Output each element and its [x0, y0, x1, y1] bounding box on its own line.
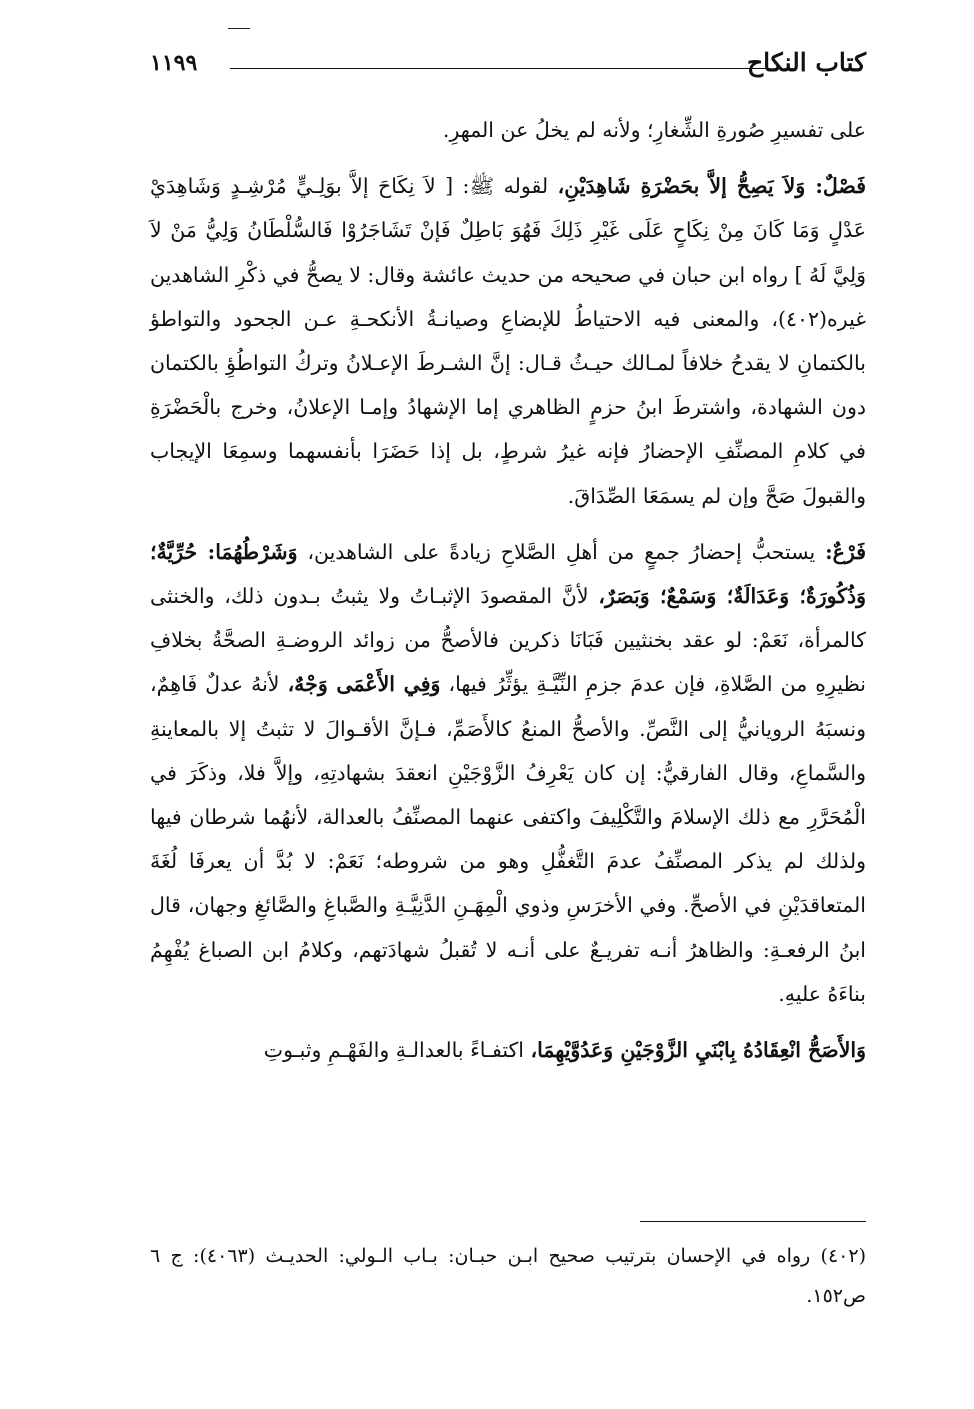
footnote-text: (٤٠٢) رواه في الإحسان بترتيب صحيح ابـن حبـان: بـاب الـولي: الحديـث (٤٠٦٣): ج ٦ ص١٥٢. [150, 1245, 866, 1307]
page-header [150, 46, 866, 80]
page [150, 0, 866, 1409]
paragraph [150, 108, 866, 152]
commentary-text: لأنهُ عدلٌ فَاهِمٌ، ونسبَهُ الرويانيُّ إلى النَّصِّ. والأصحُّ المنعُ كالأَصَمِّ، فـإنَّ الأقـوالَ لا تثبتُ إلا بالمعاينةِ والسَّماعِ، وقال الفارقيُّ: إن كان يَعْرِفُ الزَّوْجَيْنِ انعقدَ بشهادتِهِ، وإلاَّ فلا، وذكَرَ في الْمُحَرَّرِ مع ذلك الإسلامَ والتَّكْلِيفَ واكتفى عنهما المصنِّفُ بالعدالة، لأنهُما شرطان فيها ولذلك لم يذكر المصنِّفُ عدمَ التَّغفُّلِ وهو من شروطه؛ نَعَمْ: لا بُدَّ أن يعرفَا لُغَةَ المتعاقدَيْنِ في الأصحِّ. وفي الأخرَسِ وذوي الْمِهَـنِ الدَّنِيَّـةِ والصَّباغِ والصَّائغِ وجهان، قال ابنُ الرفعـةِ: والظاهرُ أنـه تفريـعٌ على أنـه لا تُقبلُ شهادَتهم، وكلامُ ابن الصباغ يُفْهِمُ بناءَهُ عليهِ. [150, 672, 866, 1006]
commentary-text: اكتفـاءً بالعدالـةِ والفَهْـمِ وثبـوتِ [263, 1038, 531, 1063]
footnote-rule [640, 1221, 866, 1222]
body-text [150, 108, 866, 1084]
chapter-title: كتاب النكاح [747, 48, 866, 77]
paragraph [150, 530, 866, 1016]
header-rule [230, 68, 766, 69]
paragraph [150, 1028, 866, 1072]
paragraph [150, 164, 866, 518]
bold-matn-text: فَرْعٌ: [825, 539, 866, 564]
commentary-text: يستحبُّ إحضارُ جمعٍ من أهلِ الصَّلاحِ زيادةً على الشاهدين، [297, 539, 826, 564]
commentary-text: لقوله ﷺ: [ لاَ نِكَاحَ إلاَّ بوَلِـيٍّ مُرْشِـدٍ وَشَاهِدَيْ عَدْلٍ وَمَا كَانَ مِنْ نِكَاحٍ عَلَى غَيْرِ ذَلِكَ فَهُوَ بَاطِلٌ فَإنْ تَشَاجَرُوْا فَالسُّلْطَانُ وَلِيُّ مَنْ لاَ وَلِيَّ لَهُ ] رواه ابن حبان في صحيحه من حديث عائشة وقال: لا يصحُّ في ذكْرِ الشاهدين غيره(٤٠٢)، والمعنى فيه الاحتياطُ للإبضاعِ وصيانـةُ الأنكحـةِ عـن الجحود والتواطؤ بالكتمانِ لا يقدحُ خلافاً لمـالك حيـثُ قـال: إنَّ الشـرطَ الإعـلانُ وتركُ التواطُؤِ بالكتمان دون الشهادة، واشترطَ ابنُ حزمٍ الظاهري إما الإشهادُ وإمـا الإعلانُ، وخرج بالْحَضْرَةِ في كلامِ المصنِّفِ الإحضارُ فإنه غيرُ شرطٍ، بل إذا حَضَرَا بأنفسهما وسمِعَا الإيجاب والقبولَ صَحَّ وإن لم يسمَعَا الصِّدَاقَ. [150, 174, 866, 508]
bold-matn-text: وَالأَصَحُّ انْعِقَادُهُ بِابْنَيِ الزَّوْجَيْنِ وَعَدُوَّيْهِمَا، [530, 1038, 866, 1063]
commentary-text: لأنَّ المقصودَ الإثبـاتُ ولا يثبتُ بـدون ذلك، والخنثى كالمرأة، نَعَمْ: لو عقد بخنثيين فَبَانَا ذكرين فالأصحُّ من زوائد الروضـةِ الصحَّةُ بخلافِ نظيرِهِ من الصَّلاةِ، فإن عدمَ جزمِ النِّيَّـةِ يؤثِّرُ فيها، [150, 584, 866, 697]
page-number: ١١٩٩ [150, 50, 198, 76]
commentary-text: على تفسيرِ صُورةِ الشِّغارِ؛ ولأنه لم يخلُ عن المهرِ. [442, 118, 866, 142]
bold-matn-text: وَشَرْطُهُمَا: حُرِّيَّةٌ؛ وَذُكُورَةٌ؛ وَعَدَالَةٌ؛ وَسَمْعٌ؛ وَبَصَرٌ، [150, 539, 866, 609]
footnote [150, 1236, 866, 1316]
bold-matn-text: فَصْلٌ: وَلاَ يَصِحُّ إلاَّ بحَضْرَةِ شَاهِدَيْنِ، [557, 174, 866, 199]
bold-matn-text: وَفِي الأَعْمَى وَجْهٌ، [287, 672, 441, 697]
top-mark [228, 28, 250, 29]
